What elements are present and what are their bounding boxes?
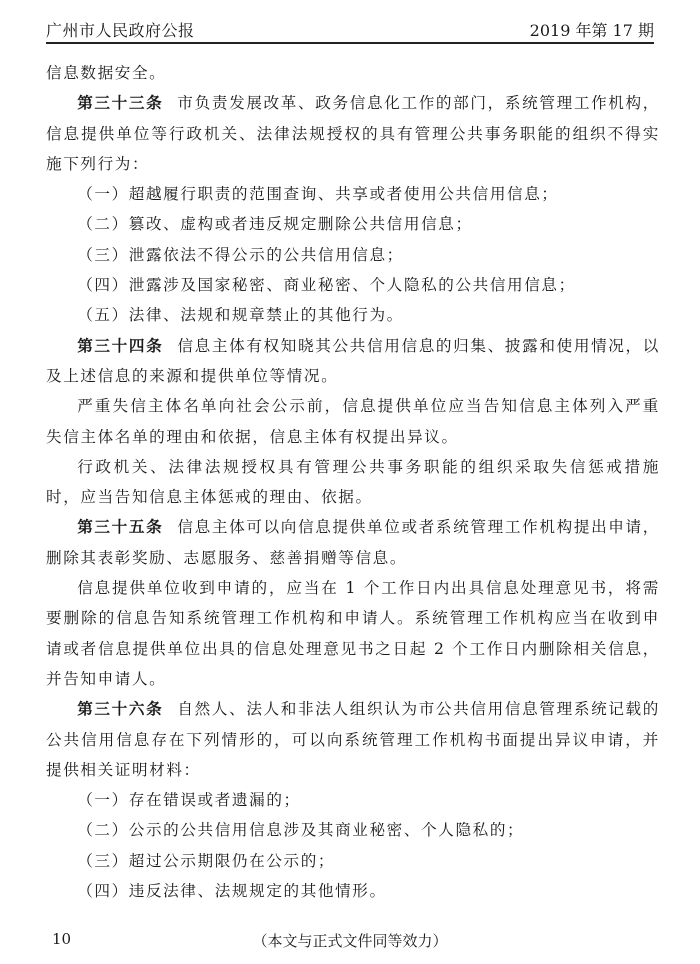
page-footer bbox=[46, 930, 654, 954]
paragraph-text: （一）超越履行职责的范围查询、共享或者使用公共信用信息； bbox=[77, 185, 559, 204]
article-title: 第三十三条 bbox=[77, 93, 164, 113]
issue-number: 2019 年第 17 期 bbox=[529, 21, 654, 40]
paragraph bbox=[46, 58, 660, 88]
paragraph-text: 行政机关、法律法规授权具有管理公共事务职能的组织采取失信惩戒措施时，应当告知信息主体惩戒的理由、依据。 bbox=[46, 457, 660, 507]
paragraph-text: 信息数据安全。 bbox=[46, 64, 167, 82]
article-title: 第三十六条 bbox=[77, 699, 164, 719]
article-34 bbox=[46, 331, 660, 392]
paragraph-text: （四）泄露涉及国家秘密、商业秘密、个人隐私的公共信用信息； bbox=[77, 276, 576, 295]
document-body bbox=[46, 58, 660, 906]
article-36 bbox=[46, 694, 660, 785]
list-item bbox=[46, 179, 660, 209]
page-number: 10 bbox=[52, 930, 72, 948]
paragraph-text: 严重失信主体名单向社会公示前，信息提供单位应当告知信息主体列入严重失信主体名单的理由和依据，信息主体有权提出异议。 bbox=[46, 397, 660, 446]
article-35 bbox=[46, 512, 660, 573]
paragraph-text: 信息主体可以向信息提供单位或者系统管理工作机构提出申请，删除其表彰奖励、志愿服务、慈善捐赠等信息。 bbox=[46, 518, 660, 567]
paragraph-text: （五）法律、法规和规章禁止的其他行为。 bbox=[77, 306, 404, 325]
paragraph-text: （二）篡改、虚构或者违反规定删除公共信用信息； bbox=[77, 215, 473, 234]
paragraph bbox=[46, 573, 660, 694]
publication-title: 广州市人民政府公报 bbox=[46, 21, 195, 40]
paragraph-text: （三）超过公示期限仍在公示的； bbox=[77, 851, 336, 870]
list-item bbox=[46, 846, 660, 876]
article-title: 第三十五条 bbox=[77, 517, 164, 537]
list-item bbox=[46, 270, 660, 300]
paragraph-text: 自然人、法人和非法人组织认为市公共信用信息管理系统记载的公共信用信息存在下列情形的，可以向系统管理工作机构书面提出异议申请，并提供相关证明材料： bbox=[46, 700, 660, 779]
list-item bbox=[46, 240, 660, 270]
article-33 bbox=[46, 88, 660, 179]
list-item bbox=[46, 300, 660, 330]
paragraph bbox=[46, 391, 660, 452]
paragraph-text: （二）公示的公共信用信息涉及其商业秘密、个人隐私的； bbox=[77, 821, 525, 840]
list-item bbox=[46, 209, 660, 239]
list-item bbox=[46, 876, 660, 906]
paragraph bbox=[46, 452, 660, 513]
list-item bbox=[46, 785, 660, 815]
paragraph-text: （一）存在错误或者遗漏的； bbox=[77, 791, 301, 810]
list-item bbox=[46, 815, 660, 845]
validity-note: （本文与正式文件同等效力） bbox=[252, 932, 448, 950]
paragraph-text: 市负责发展改革、政务信息化工作的部门，系统管理工作机构，信息提供单位等行政机关、法律法规授权的具有管理公共事务职能的组织不得实施下列行为： bbox=[46, 94, 660, 173]
paragraph-text: 信息主体有权知晓其公共信用信息的归集、披露和使用情况，以及上述信息的来源和提供单位等情况。 bbox=[46, 336, 660, 385]
article-title: 第三十四条 bbox=[77, 335, 164, 355]
paragraph-text: （三）泄露依法不得公示的公共信用信息； bbox=[77, 245, 404, 264]
page-header bbox=[46, 14, 654, 44]
paragraph-text: （四）违反法律、法规规定的其他情形。 bbox=[77, 882, 387, 901]
paragraph-text: 信息提供单位收到申请的，应当在 1 个工作日内出具信息处理意见书，将需要删除的信息告知系统管理工作机构和申请人。系统管理工作机构应当在收到申请或者信息提供单位出具的信息处理意见书之日起 2 个工作日内删除相关信息，并告知申请人。 bbox=[46, 579, 660, 688]
